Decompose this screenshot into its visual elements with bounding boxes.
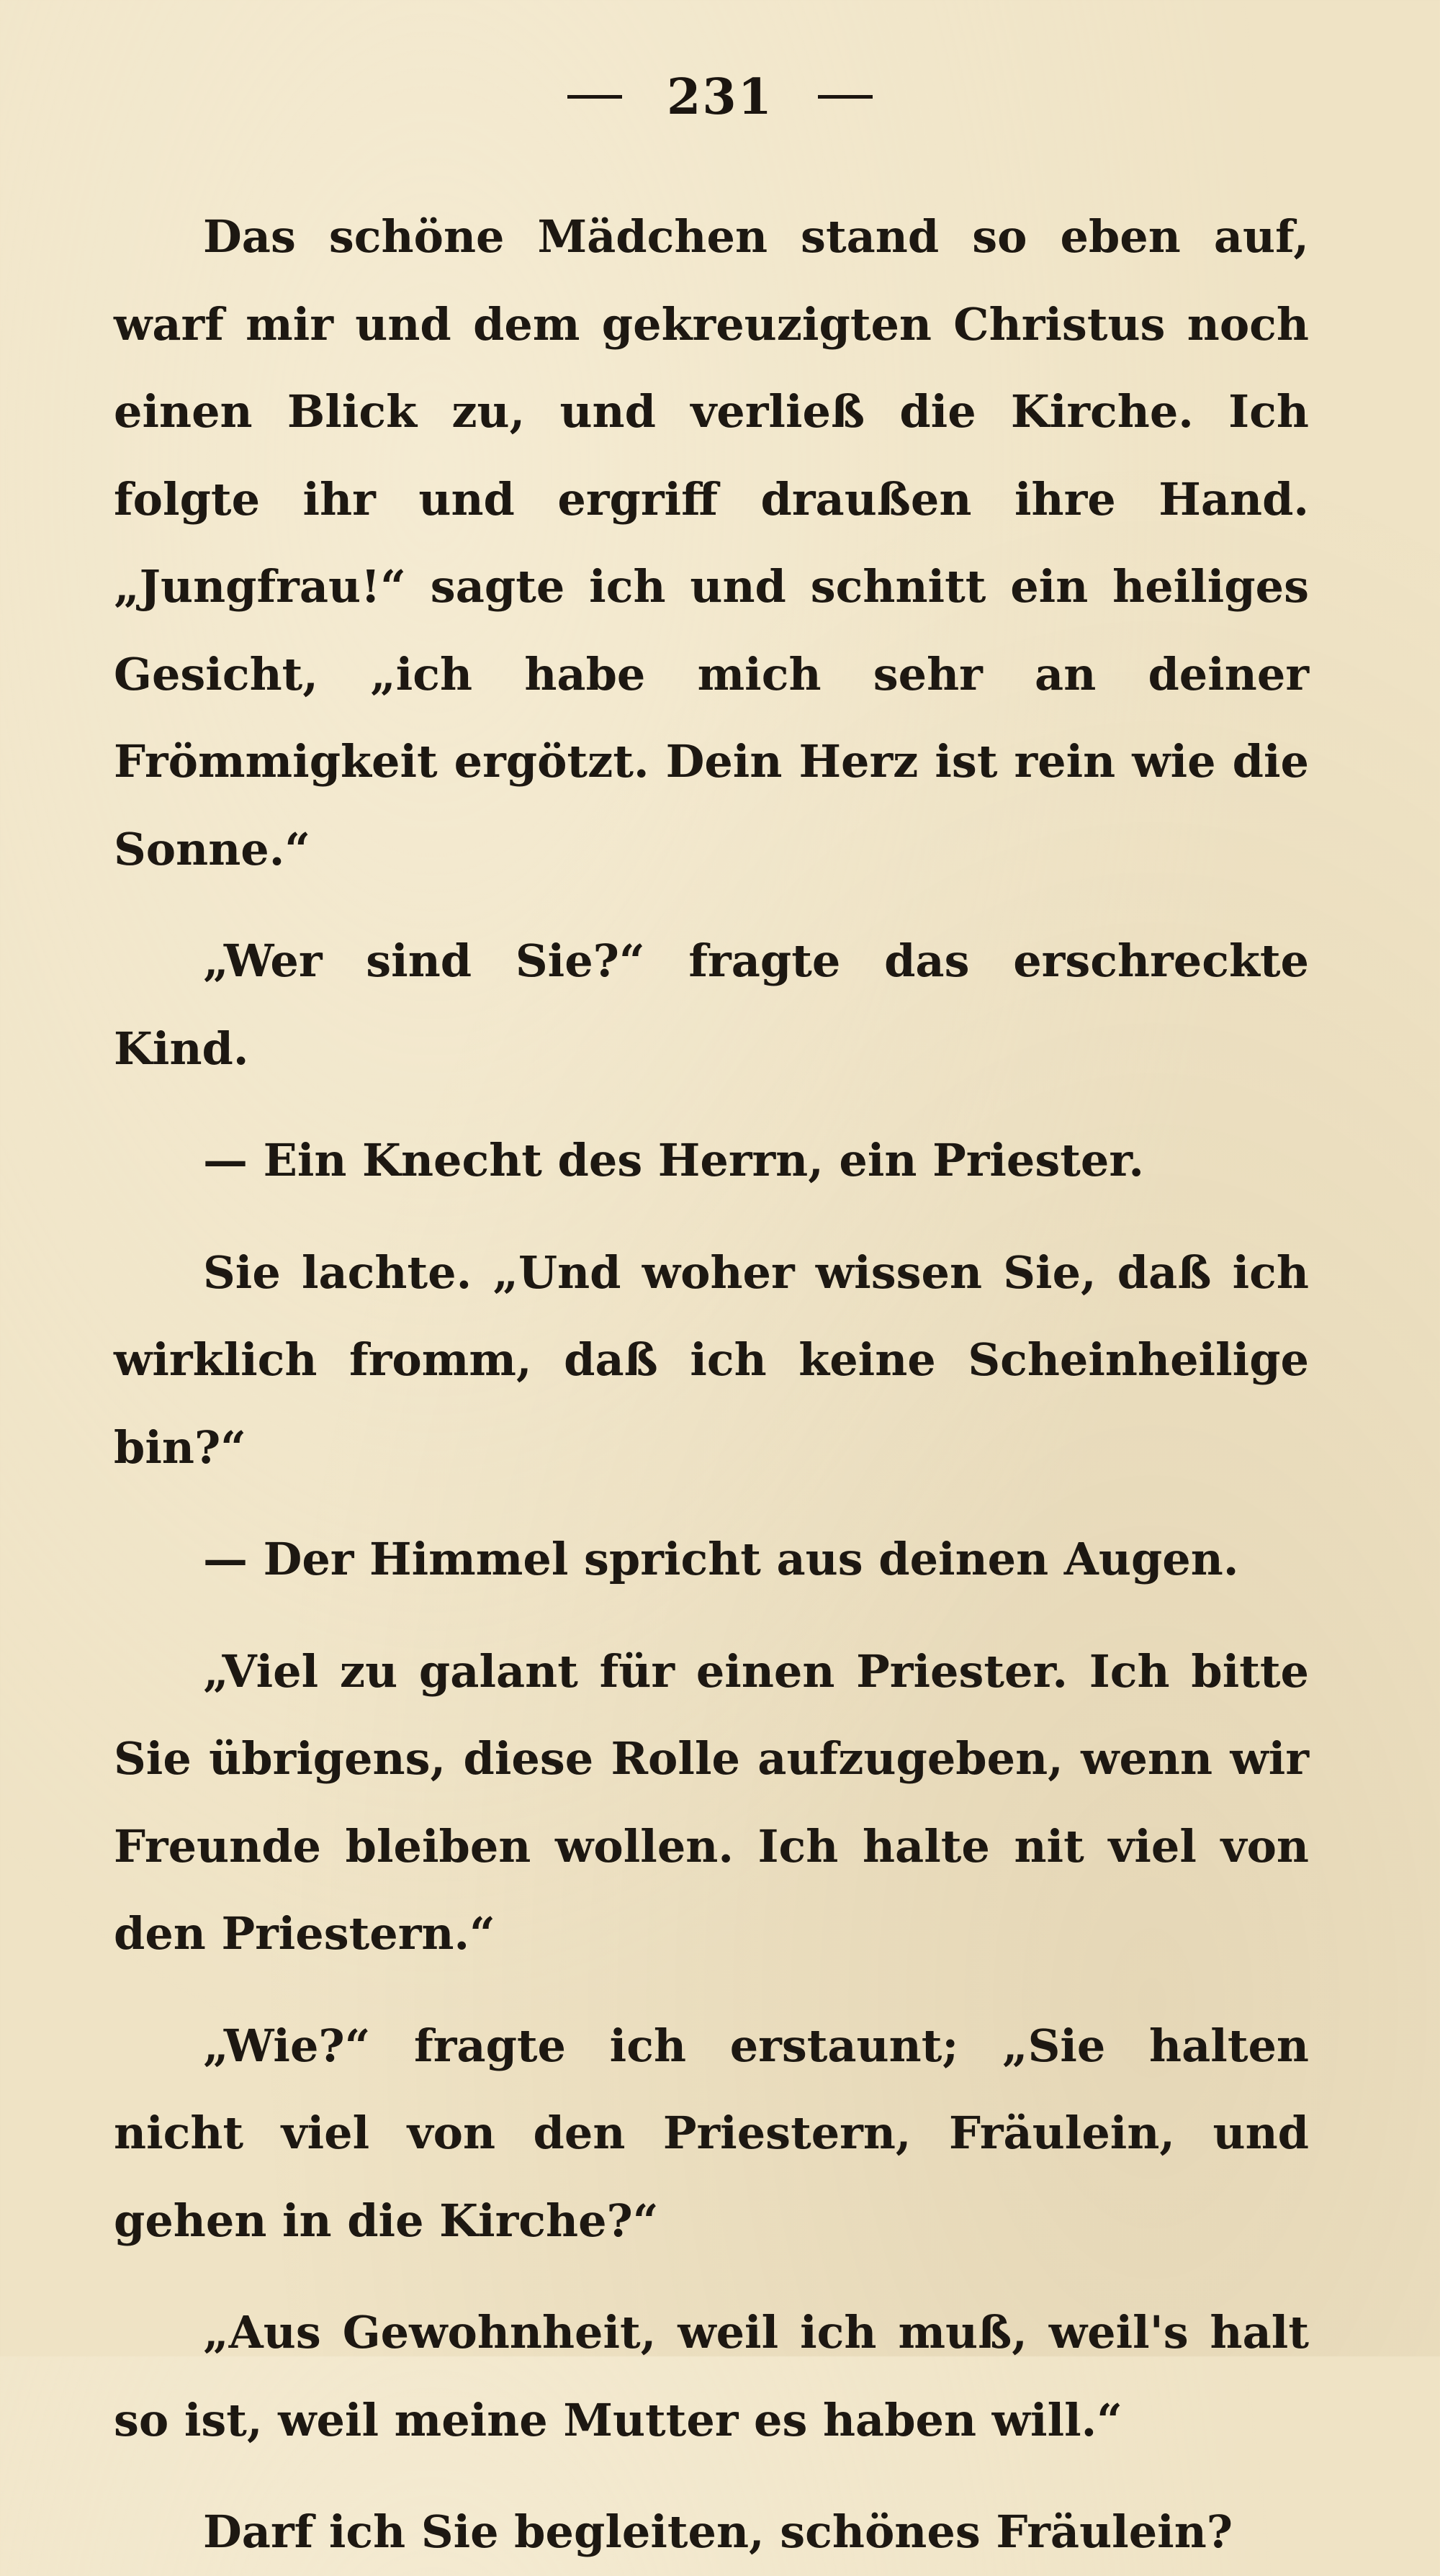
left-dash — [567, 95, 622, 99]
paragraph: — Ein Knecht des Herrn, ein Priester. — [203, 1134, 1144, 1186]
page-number: 231 — [667, 68, 773, 126]
paragraph: Darf ich Sie begleiten, schönes Fräulein? — [203, 2505, 1233, 2558]
paragraph: „Wie?“ fragte ich erstaunt; „Sie halten nicht viel von den Priestern, Fräulein, und gehen in die Kirche?“ — [114, 2019, 1309, 2247]
paragraph: „Viel zu galant für einen Priester. Ich bitte Sie übrigens, diese Rolle aufzugeben, wenn wir Freunde bleiben wollen. Ich halte nit viel von den Priestern.“ — [114, 1644, 1309, 1960]
paragraph: Sie lachte. „Und woher wissen Sie, daß ich wirklich fromm, daß ich keine Scheinheilige bin?“ — [114, 1246, 1309, 1474]
paragraph: — Der Himmel spricht aus deinen Augen. — [203, 1533, 1239, 1585]
page-header — [0, 68, 1440, 126]
paragraph: „Wer sind Sie?“ fragte das erschreckte Kind. — [114, 935, 1309, 1075]
body-text — [114, 193, 1309, 2576]
paragraph: „Aus Gewohnheit, weil ich muß, weil's halt so ist, weil meine Mutter es haben will.“ — [114, 2306, 1309, 2446]
paragraph: Das schöne Mädchen stand so eben auf, warf mir und dem gekreuzigten Christus noch einen Blick zu, und verließ die Kirche. Ich folgte ihr und ergriff draußen ihre Hand. „Jungfrau!“ sagte ich und schnitt ein heiliges Gesicht, „ich habe mich sehr an deiner Frömmigkeit ergötzt. Dein Herz ist rein wie die Sonne.“ — [114, 210, 1309, 875]
right-dash — [818, 95, 873, 99]
